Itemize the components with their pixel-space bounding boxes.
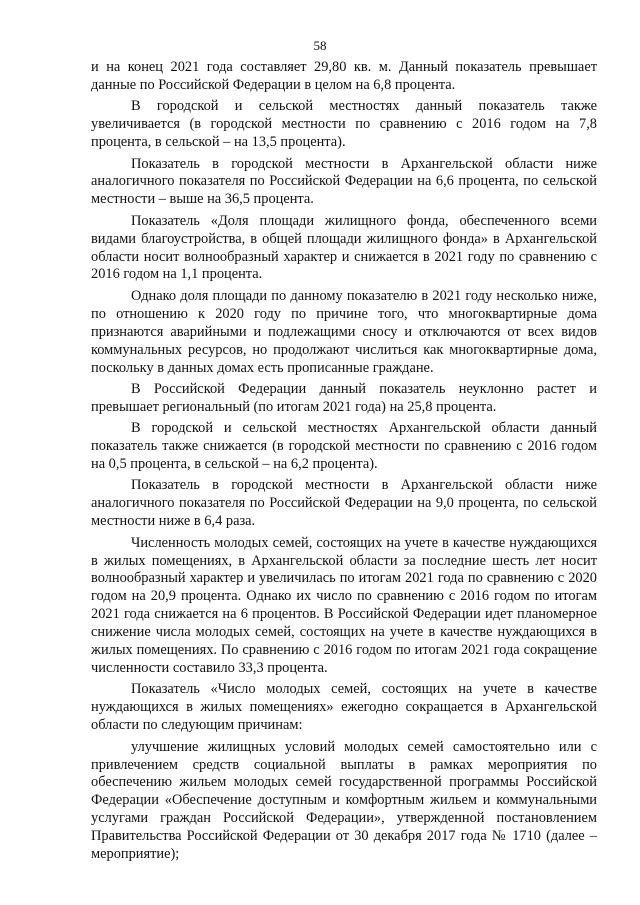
paragraph: и на конец 2021 года составляет 29,80 кв. м. Данный показатель превышает данные по Российской Федерации в целом на 6,8 процента.: [91, 59, 597, 93]
paragraph: Однако доля площади по данному показателю в 2021 году несколько ниже, по отношению к 2020 году по причине того, что многоквартирные дома признаются аварийными и подлежащими сносу и отключаются от всех видов коммунальных ресурсов, но продолжают числиться как многоквартирные дома, поскольку в данных домах есть прописанные граждане.: [91, 287, 597, 376]
paragraph: Численность молодых семей, состоящих на учете в качестве нуждающихся в жилых помещениях, в Архангельской области за последние шесть лет носит волнообразный характер и увеличилась по итогам 2021 года по сравнению с 2020 годом на 20,9 процента. Однако их число по сравнению с 2016 годом по итогам 2021 года снижается на 6 процентов. В Российской Федерации идет планомерное снижение числа молодых семей, состоящих на учете в качестве нуждающихся в жилых помещениях. По сравнению с 2016 годом по итогам 2021 года сокращение численности составило 33,3 процента.: [91, 534, 597, 676]
paragraph: В городской и сельской местностях данный показатель также увеличивается (в городской местности по сравнению с 2016 годом на 7,8 процента, в сельской – на 13,5 процента).: [91, 98, 597, 151]
paragraph: В городской и сельской местностях Архангельской области данный показатель также снижается (в городской местности по сравнению с 2016 годом на 0,5 процента, в сельской – на 6,2 процента).: [91, 420, 597, 473]
paragraph: Показатель в городской местности в Архангельской области ниже аналогичного показателя по Российской Федерации на 6,6 процента, по сельской местности – выше на 36,5 процента.: [91, 155, 597, 208]
paragraph: улучшение жилищных условий молодых семей самостоятельно или с привлечением средств социальной выплаты в рамках мероприятия по обеспечению жильем молодых семей государственной программы Российской Федерации «Обеспечение доступным и комфортным жильем и коммунальными услугами граждан Российской Федерации», утвержденной постановлением Правительства Российской Федерации от 30 декабря 2017 года № 1710 (далее – мероприятие);: [91, 738, 597, 863]
page-number: 58: [313, 38, 327, 53]
paragraph: Показатель «Число молодых семей, состоящих на учете в качестве нуждающихся в жилых помещениях» ежегодно сокращается в Архангельской области по следующим причинам:: [91, 681, 597, 734]
paragraph: В Российской Федерации данный показатель неуклонно растет и превышает региональный (по итогам 2021 года) на 25,8 процента.: [91, 380, 597, 415]
paragraph: Показатель в городской местности в Архангельской области ниже аналогичного показателя по Российской Федерации на 9,0 процента, по сельской местности ниже в 6,4 раза.: [91, 477, 597, 530]
document-body: [91, 59, 597, 867]
paragraph: Показатель «Доля площади жилищного фонда, обеспеченного всеми видами благоустройства, в общей площади жилищного фонда» в Архангельской области носит волнообразный характер и снижается в 2021 году по сравнению с 2016 годом на 1,1 процента.: [91, 212, 597, 283]
